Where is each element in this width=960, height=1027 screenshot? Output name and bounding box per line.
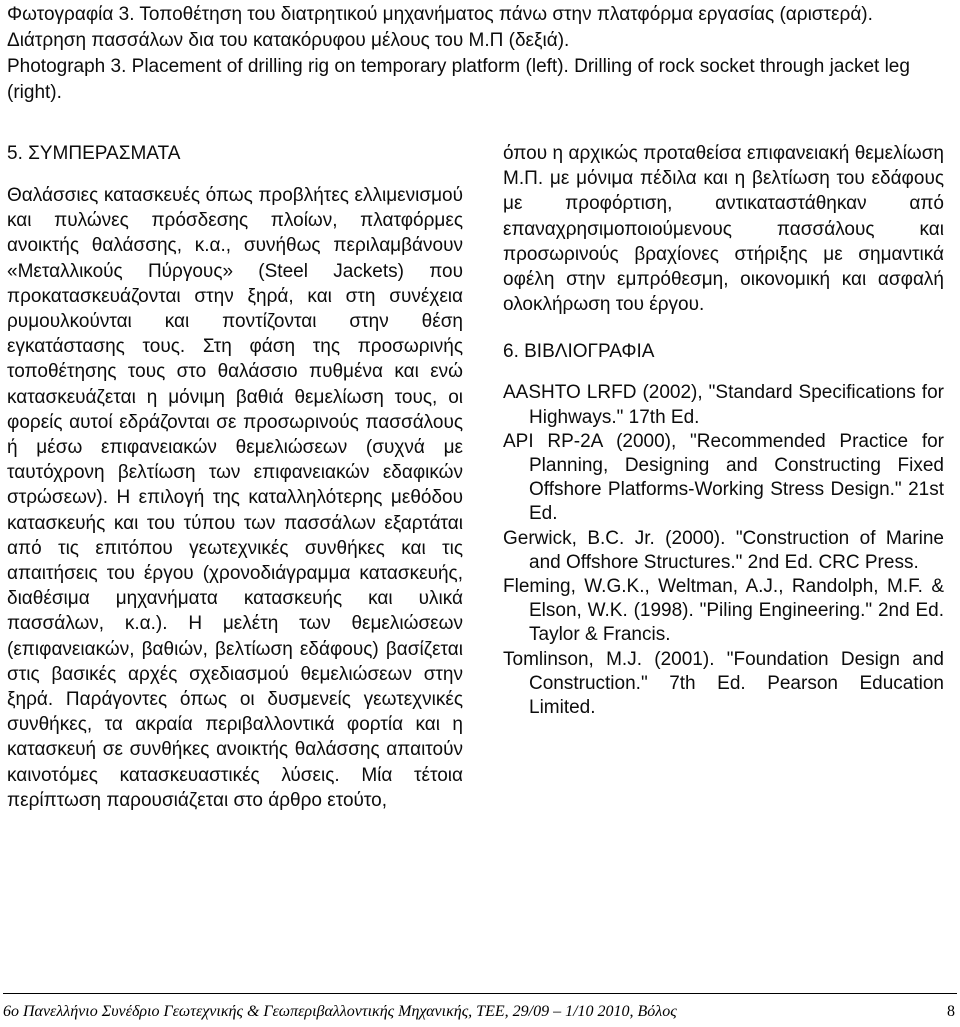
photo-caption [7, 2, 953, 106]
reference-item: API RP-2A (2000), "Recommended Practice for Planning, Designing and Constructing Fixed Offshore Platforms-Working Stress Design." 21st Ed. [503, 430, 944, 525]
page-number: 8 [947, 1003, 955, 1020]
conclusions-continuation: όπου η αρχικώς προταθείσα επιφανειακή θεμελίωση Μ.Π. με μόνιμα πέδιλα και η βελτίωση του εδάφους με προφόρτιση, αντικαταστάθηκαν από επαναχρησιμοποιούμενους πασσάλους και προσωρινούς βραχίονες στήριξης με σημαντικά οφέλη στην εμπρόθεσμη, οικονομική και ασφαλή ολοκλήρωση του έργου. [503, 143, 944, 316]
reference-list [503, 381, 944, 720]
conclusions-paragraph: Θαλάσσιες κατασκευές όπως προβλήτες ελλιμενισμού και πυλώνες πρόσδεσης πλοίων, πλατφόρμες ανοικτής θαλάσσης, κ.α., συνήθως περιλαμβάνουν «Μεταλλικούς Πύργους» (Steel Jackets) που προκατασκευάζονται στην ξηρά, και στη συνέχεια ρυμουλκούνται και ποντίζονται στην θέση εγκατάστασης τους. Στη φάση της προσωρινής τοποθέτησης τους στο θαλάσσιο πυθμένα και ενώ κατασκευάζεται η μόνιμη βαθιά θεμελίωση τους, οι φορείς αυτοί εδράζονται σε προσωρινούς πασσάλους ή μέσω επιφανειακών θεμελιώσεων (συχνά με ταυτόχρονη βελτίωση των επιφανειακών εδαφικών στρώσεων). Η επιλογή της καταλληλότερης μεθόδου κατασκευής και του τύπου των πασσάλων εξαρτάται από τις επιτόπου γεωτεχνικές συνθήκες και τις απαιτήσεις του έργου (χρονοδιάγραμμα κατασκευής, διαθέσιμα μηχανήματα κατασκευής και υλικά πασσάλων, κ.α.). Η μελέτη των θεμελιώσεων (επιφανειακών, βαθιών, βελτίωση εδάφους) βασίζεται στις βασικές αρχές σχεδιασμού θεμελιώσεων στην ξηρά. Παράγοντες όπως οι δυσμενείς γεωτεχνικές συνθήκες, τα ακραία περιβαλλοντικά φορτία και η κατασκευή σε συνθήκες ανοικτής θαλάσσης απαιτούν καινοτόμες κατασκευαστικές λύσεις. Μία τέτοια περίπτωση παρουσιάζεται στο άρθρο ετούτο, [7, 185, 463, 811]
reference-item: Tomlinson, M.J. (2001). "Foundation Design and Construction." 7th Ed. Pearson Education Limited. [503, 648, 944, 719]
right-column [503, 141, 944, 720]
reference-item: AASHTO LRFD (2002), "Standard Specifications for Highways." 17th Ed. [503, 382, 944, 428]
footer-divider [3, 993, 957, 994]
caption-english: Photograph 3. Placement of drilling rig on temporary platform (left). Drilling of rock socket through jacket leg (right). [7, 56, 910, 103]
reference-item: Fleming, W.G.K., Weltman, A.J., Randolph, M.F. & Elson, W.K. (1998). "Piling Engineering." 2nd Ed. Taylor & Francis. [503, 576, 944, 646]
left-column [7, 141, 463, 813]
reference-item: Gerwick, B.C. Jr. (2000). "Construction of Marine and Offshore Structures." 2nd Ed. CRC Press. [503, 527, 944, 573]
section-heading-bibliography: 6. ΒΙΒΛΙΟΓΡΑΦΙΑ [503, 341, 655, 363]
footer-conference: 6ο Πανελλήνιο Συνέδριο Γεωτεχνικής & Γεωπεριβαλλοντικής Μηχανικής, ΤΕΕ, 29/09 – 1/10 2010, Βόλος [3, 1003, 677, 1020]
caption-greek: Φωτογραφία 3. Τοποθέτηση του διατρητικού μηχανήματος πάνω στην πλατφόρμα εργασίας (αριστερά). Διάτρηση πασσάλων δια του κατακόρυφου μέλους του Μ.Π (δεξιά). [7, 4, 873, 51]
section-heading-conclusions: 5. ΣΥΜΠΕΡΑΣΜΑΤΑ [7, 143, 181, 164]
